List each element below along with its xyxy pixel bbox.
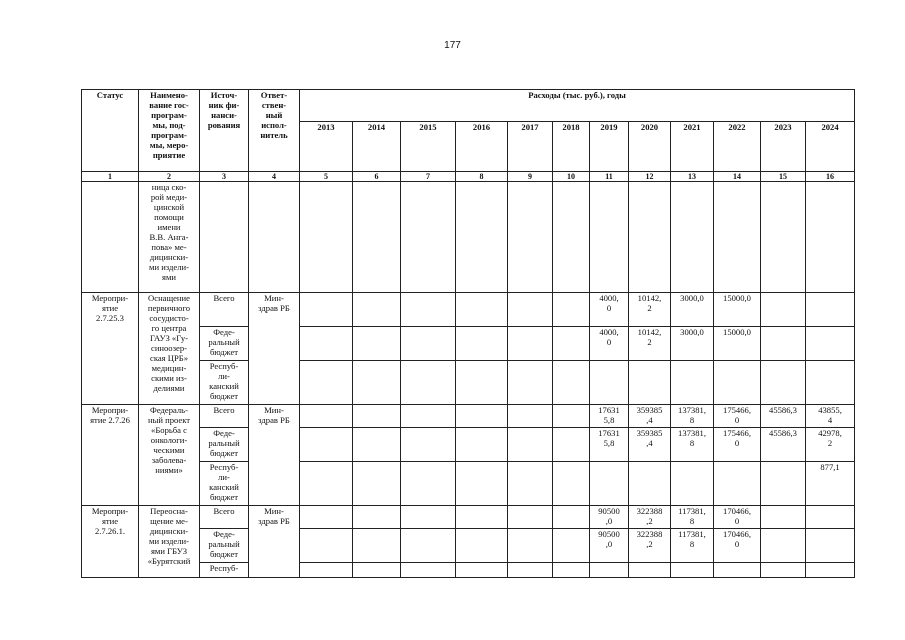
value-cell (300, 405, 353, 428)
value-cell (761, 462, 806, 506)
year-header: 2022 (714, 122, 761, 172)
value-cell (508, 182, 553, 293)
year-header: 2023 (761, 122, 806, 172)
value-cell (300, 182, 353, 293)
value-cell (401, 529, 456, 563)
value-cell: 117381, 8 (671, 506, 714, 529)
value-cell: 17631 5,8 (590, 405, 629, 428)
column-number: 4 (249, 172, 300, 182)
value-cell (353, 405, 401, 428)
value-cell: 322388 ,2 (629, 506, 671, 529)
measure-row (82, 506, 855, 529)
continuation-status (82, 182, 139, 293)
measure-status: Меропри- ятие 2.7.26 (82, 405, 139, 506)
value-cell (508, 327, 553, 361)
value-cell: 15000,0 (714, 327, 761, 361)
value-cell (353, 506, 401, 529)
column-number: 10 (553, 172, 590, 182)
value-cell (456, 405, 508, 428)
value-cell (353, 182, 401, 293)
value-cell (714, 563, 761, 578)
value-cell (806, 182, 855, 293)
column-number: 5 (300, 172, 353, 182)
value-cell (629, 462, 671, 506)
value-cell (806, 563, 855, 578)
value-cell (508, 405, 553, 428)
value-cell (508, 293, 553, 327)
value-cell (590, 563, 629, 578)
column-number: 16 (806, 172, 855, 182)
funding-source: Всего (200, 506, 249, 529)
measure-responsible: Мин- здрав РБ (249, 293, 300, 405)
value-cell (401, 428, 456, 462)
value-cell (401, 462, 456, 506)
value-cell (456, 361, 508, 405)
value-cell: 117381, 8 (671, 529, 714, 563)
funding-source: Феде- ральный бюджет (200, 428, 249, 462)
measure-responsible: Мин- здрав РБ (249, 405, 300, 506)
value-cell (761, 506, 806, 529)
value-cell: 359385 ,4 (629, 405, 671, 428)
value-cell (300, 293, 353, 327)
value-cell (806, 506, 855, 529)
value-cell (761, 293, 806, 327)
value-cell (761, 563, 806, 578)
value-cell: 4000, 0 (590, 293, 629, 327)
year-header: 2017 (508, 122, 553, 172)
measure-row (82, 293, 855, 327)
value-cell (590, 361, 629, 405)
value-cell (761, 182, 806, 293)
value-cell (761, 327, 806, 361)
value-cell (456, 529, 508, 563)
column-number-row (82, 172, 855, 182)
page-number: 177 (444, 40, 461, 51)
value-cell: 170466, 0 (714, 529, 761, 563)
value-cell (553, 462, 590, 506)
value-cell (629, 563, 671, 578)
value-cell (300, 563, 353, 578)
column-number: 9 (508, 172, 553, 182)
value-cell (553, 293, 590, 327)
value-cell (300, 462, 353, 506)
value-cell (806, 361, 855, 405)
funding-source: Респуб- ли- канский бюджет (200, 462, 249, 506)
header-name: Наимено- вание гос- програм- мы, под- програм- мы, меро- приятие (139, 90, 200, 172)
value-cell: 10142, 2 (629, 293, 671, 327)
funding-source: Всего (200, 405, 249, 428)
value-cell: 45586,3 (761, 405, 806, 428)
value-cell: 45586,3 (761, 428, 806, 462)
column-number: 11 (590, 172, 629, 182)
value-cell (456, 428, 508, 462)
value-cell: 42978, 2 (806, 428, 855, 462)
value-cell (300, 361, 353, 405)
value-cell (508, 563, 553, 578)
value-cell (671, 361, 714, 405)
measure-name: Переосна- щение ме- дицински- ми издели- ями ГБУЗ «Бурятский (139, 506, 200, 578)
value-cell (553, 361, 590, 405)
value-cell (508, 462, 553, 506)
value-cell: 90500 ,0 (590, 529, 629, 563)
value-cell (401, 361, 456, 405)
header-responsible: Ответ- ствен- ный испол- нитель (249, 90, 300, 172)
value-cell: 3000,0 (671, 293, 714, 327)
value-cell (714, 462, 761, 506)
budget-table (81, 89, 855, 578)
value-cell (671, 462, 714, 506)
value-cell (553, 182, 590, 293)
value-cell (300, 529, 353, 563)
year-header: 2014 (353, 122, 401, 172)
measure-status: Меропри- ятие 2.7.26.1. (82, 506, 139, 578)
value-cell (806, 529, 855, 563)
year-header: 2021 (671, 122, 714, 172)
value-cell (353, 462, 401, 506)
continuation-responsible (249, 182, 300, 293)
value-cell (456, 462, 508, 506)
value-cell: 359385 ,4 (629, 428, 671, 462)
year-header: 2018 (553, 122, 590, 172)
value-cell: 137381, 8 (671, 428, 714, 462)
value-cell: 4000, 0 (590, 327, 629, 361)
value-cell (806, 327, 855, 361)
value-cell (553, 428, 590, 462)
measure-name: Оснащение первичного сосудисто- го центра ГАУЗ «Гу- синоозер- ская ЦРБ» медицин- скими из- делиями (139, 293, 200, 405)
value-cell (553, 327, 590, 361)
column-number: 7 (401, 172, 456, 182)
column-number: 1 (82, 172, 139, 182)
value-cell (300, 327, 353, 361)
value-cell (553, 405, 590, 428)
value-cell (401, 293, 456, 327)
value-cell (353, 293, 401, 327)
value-cell (456, 293, 508, 327)
column-number: 6 (353, 172, 401, 182)
value-cell: 175466, 0 (714, 405, 761, 428)
value-cell (353, 327, 401, 361)
value-cell (806, 293, 855, 327)
funding-source: Феде- ральный бюджет (200, 529, 249, 563)
value-cell (590, 182, 629, 293)
funding-source: Феде- ральный бюджет (200, 327, 249, 361)
value-cell (456, 563, 508, 578)
column-number: 12 (629, 172, 671, 182)
header-row (82, 90, 855, 122)
value-cell (401, 506, 456, 529)
header-expenses: Расходы (тыс. руб.), годы (300, 90, 855, 122)
value-cell: 3000,0 (671, 327, 714, 361)
year-header: 2019 (590, 122, 629, 172)
measure-row (82, 405, 855, 428)
value-cell (761, 529, 806, 563)
value-cell (456, 182, 508, 293)
value-cell (508, 361, 553, 405)
value-cell (300, 428, 353, 462)
value-cell (401, 405, 456, 428)
value-cell: 17631 5,8 (590, 428, 629, 462)
header-source: Источ- ник фи- нанси- рования (200, 90, 249, 172)
value-cell: 170466, 0 (714, 506, 761, 529)
funding-source: Всего (200, 293, 249, 327)
year-header: 2024 (806, 122, 855, 172)
value-cell (508, 506, 553, 529)
value-cell (629, 182, 671, 293)
column-number: 15 (761, 172, 806, 182)
continuation-row (82, 182, 855, 293)
value-cell (508, 529, 553, 563)
value-cell (671, 182, 714, 293)
column-number: 2 (139, 172, 200, 182)
value-cell (456, 506, 508, 529)
value-cell: 10142, 2 (629, 327, 671, 361)
column-number: 13 (671, 172, 714, 182)
value-cell (353, 529, 401, 563)
value-cell (353, 563, 401, 578)
value-cell (456, 327, 508, 361)
value-cell (629, 361, 671, 405)
value-cell (401, 182, 456, 293)
measure-status: Меропри- ятие 2.7.25.3 (82, 293, 139, 405)
header-status: Статус (82, 90, 139, 172)
funding-source: Респуб- ли- канский бюджет (200, 361, 249, 405)
value-cell: 137381, 8 (671, 405, 714, 428)
measure-name: Федераль- ный проект «Борьба с онкологи- ческими заболева- ниями» (139, 405, 200, 506)
value-cell: 175466, 0 (714, 428, 761, 462)
measure-responsible: Мин- здрав РБ (249, 506, 300, 578)
value-cell (553, 506, 590, 529)
value-cell (671, 563, 714, 578)
value-cell (590, 462, 629, 506)
value-cell: 322388 ,2 (629, 529, 671, 563)
value-cell (300, 506, 353, 529)
value-cell (714, 182, 761, 293)
value-cell (553, 529, 590, 563)
value-cell (401, 327, 456, 361)
continuation-source (200, 182, 249, 293)
value-cell: 90500 ,0 (590, 506, 629, 529)
value-cell (353, 428, 401, 462)
value-cell: 877,1 (806, 462, 855, 506)
value-cell (353, 361, 401, 405)
value-cell (553, 563, 590, 578)
column-number: 14 (714, 172, 761, 182)
year-header: 2020 (629, 122, 671, 172)
year-header: 2016 (456, 122, 508, 172)
continuation-name: ница ско- рой меди- цинской помощи имени В.В. Анга- пова» ме- дицински- ми издели- ями (139, 182, 200, 293)
value-cell (508, 428, 553, 462)
value-cell (401, 563, 456, 578)
funding-source: Респуб- (200, 563, 249, 578)
column-number: 8 (456, 172, 508, 182)
value-cell: 43855, 4 (806, 405, 855, 428)
column-number: 3 (200, 172, 249, 182)
value-cell (761, 361, 806, 405)
year-header: 2013 (300, 122, 353, 172)
value-cell: 15000,0 (714, 293, 761, 327)
year-header: 2015 (401, 122, 456, 172)
value-cell (714, 361, 761, 405)
